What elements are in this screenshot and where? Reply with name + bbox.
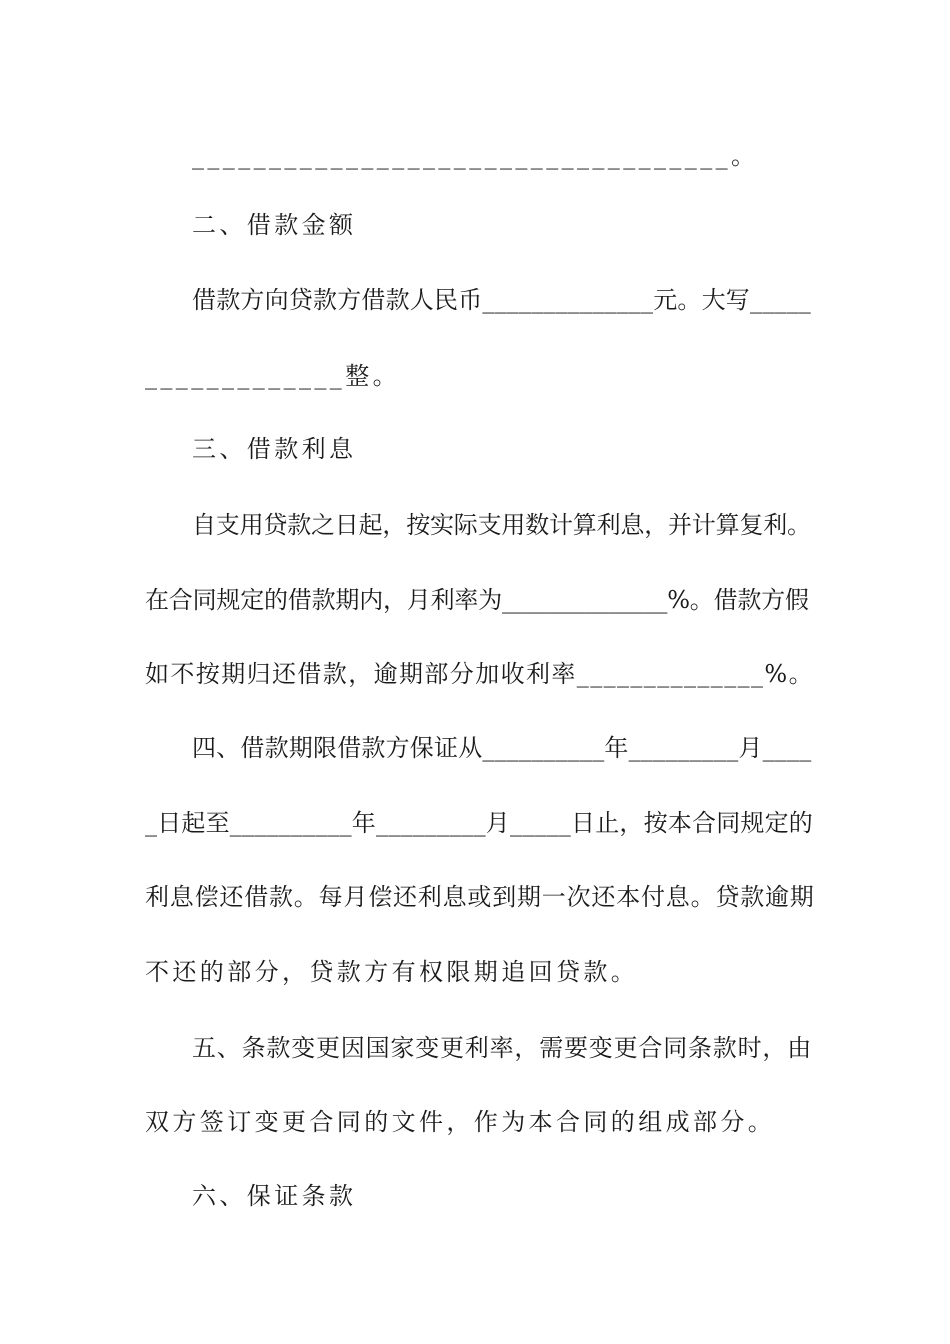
section-heading-interest: 三、借款利息 [192,435,357,463]
text-line-interest-1: 自支用贷款之日起，按实际支用数计算利息，并计算复利。 [192,511,811,539]
text-line-amount-cont: _____________整。 [145,362,400,390]
text-line-term-4: 不还的部分，贷款方有权限期追回贷款。 [145,958,639,986]
text-line-interest-3: 如不按期归还借款，逾期部分加收利率______________%。 [145,660,815,688]
section-heading-guarantee: 六、保证条款 [192,1182,357,1210]
text-line-term-1: 四、借款期限借款方保证从__________年_________月____ [192,734,812,762]
text-line-change-2: 双方签订变更合同的文件，作为本合同的组成部分。 [145,1108,776,1136]
text-line-interest-2: 在合同规定的借款期内，月利率为______________%。借款方假 [145,586,809,614]
text-line-term-3: 利息偿还借款。每月偿还利息或到期一次还本付息。贷款逾期 [145,883,815,911]
text-line-blank-end: ___________________________________。 [192,142,759,170]
text-line-term-2: _日起至__________年_________月_____日止，按本合同规定的 [145,809,813,837]
text-line-amount: 借款方向贷款方借款人民币______________元。大写_____ [192,286,811,314]
section-heading-loan-amount: 二、借款金额 [192,211,357,239]
text-line-change-1: 五、条款变更因国家变更利率，需要变更合同条款时，由 [192,1034,812,1062]
